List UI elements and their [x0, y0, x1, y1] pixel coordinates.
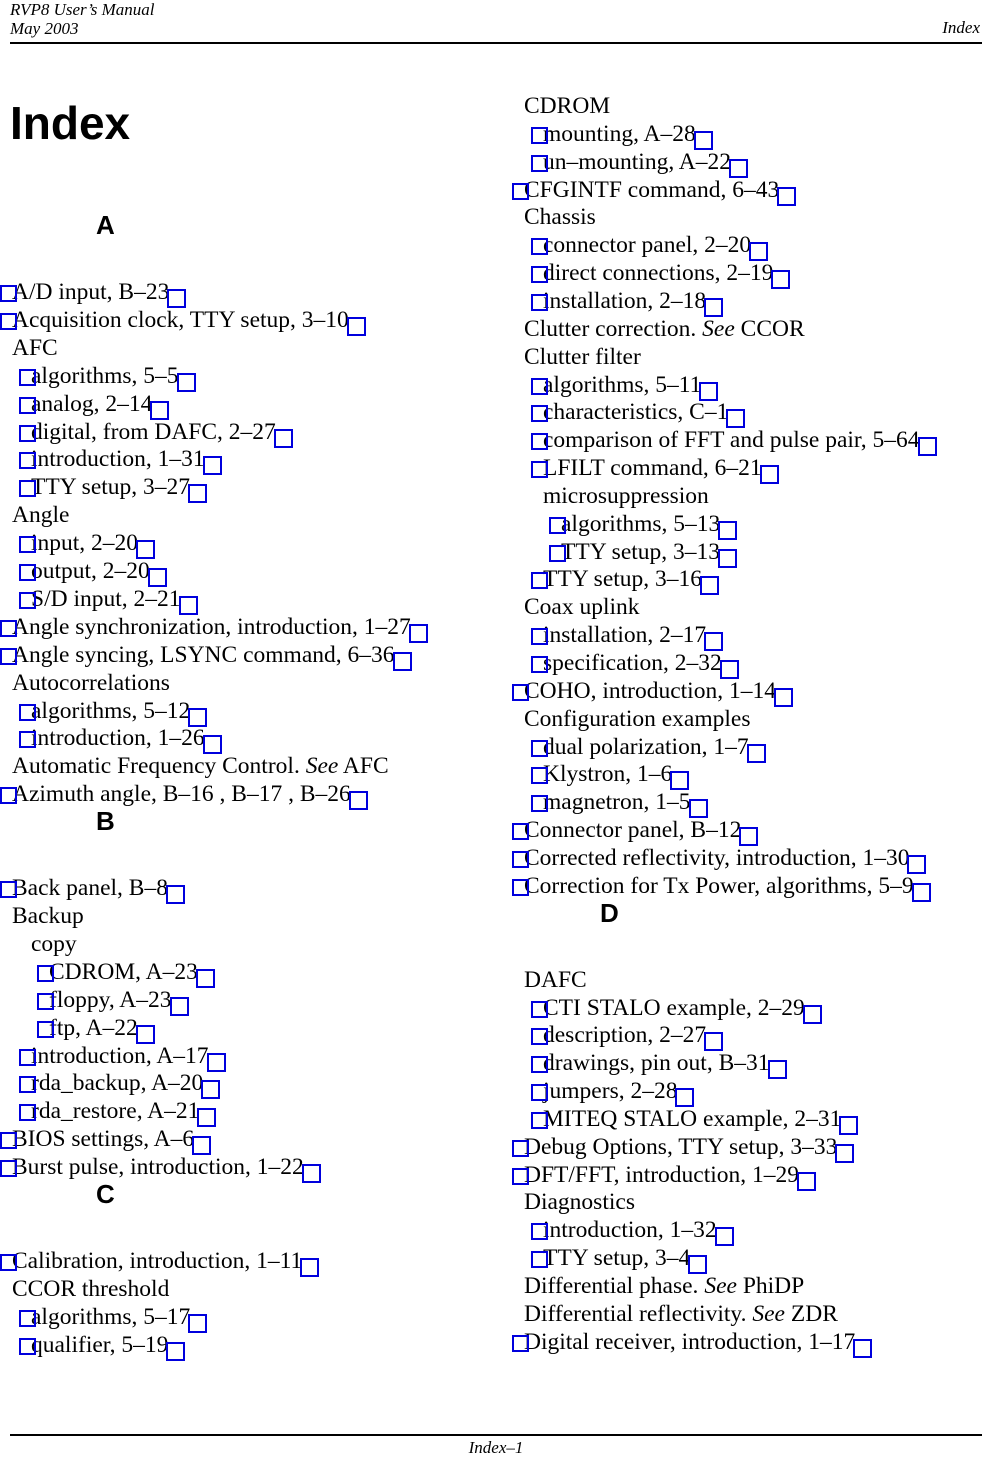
see-reference-target: AFC	[342, 753, 389, 780]
link-marker-start[interactable]	[0, 285, 17, 302]
index-entry-text: Acquisition clock, TTY setup, 3–10	[12, 306, 349, 333]
index-entry	[524, 203, 596, 231]
index-entry-text: Autocorrelations	[12, 669, 170, 696]
index-entry-text: Klystron, 1–6	[543, 761, 673, 788]
index-entry	[12, 930, 77, 958]
index-entry-text: introduction, 1–26	[31, 725, 205, 752]
index-entry-text: installation, 2–17	[543, 622, 707, 649]
link-marker-start[interactable]	[19, 536, 36, 553]
index-entry-text: Diagnostics	[524, 1189, 635, 1216]
link-marker-start[interactable]	[531, 572, 548, 589]
link-marker-start[interactable]	[531, 740, 548, 757]
index-entry-text: introduction, 1–31	[31, 446, 205, 473]
index-entry-text: Differential reflectivity.	[524, 1300, 747, 1327]
index-entry-text: microsuppression	[543, 482, 709, 509]
header-section: Index	[942, 18, 980, 37]
index-entry-text: Angle synchronization, introduction, 1–27	[12, 613, 411, 640]
see-reference-label: See	[305, 753, 339, 780]
index-entry[interactable]	[524, 287, 706, 315]
index-entry-text: description, 2–27	[543, 1022, 707, 1049]
index-entry[interactable]	[12, 362, 179, 390]
link-marker-start[interactable]	[549, 517, 566, 534]
link-marker-end[interactable]	[760, 465, 779, 484]
index-entry[interactable]	[12, 874, 168, 902]
index-entry[interactable]	[524, 565, 702, 593]
link-marker-end[interactable]	[393, 652, 412, 671]
link-marker-start[interactable]	[531, 405, 548, 422]
index-entry[interactable]	[524, 538, 720, 566]
link-marker-start[interactable]	[531, 1001, 548, 1018]
index-entry-text: Burst pulse, introduction, 1–22	[12, 1154, 304, 1181]
index-entry	[524, 1188, 635, 1216]
link-marker-start[interactable]	[531, 238, 548, 255]
index-entry-text: A/D input, B–23	[12, 279, 170, 305]
link-marker-start[interactable]	[19, 704, 36, 721]
link-marker-end[interactable]	[797, 1172, 816, 1191]
link-marker-start[interactable]	[531, 127, 548, 144]
see-reference-target: CCOR	[740, 315, 805, 342]
link-marker-start[interactable]	[531, 433, 548, 450]
index-entry	[524, 343, 641, 371]
link-marker-end[interactable]	[409, 624, 428, 643]
index-entry-text: TTY setup, 3–27	[31, 474, 191, 501]
link-marker-end[interactable]	[912, 883, 931, 902]
index-entry[interactable]	[12, 697, 190, 725]
index-entry-text: Angle	[12, 502, 70, 529]
link-marker-end[interactable]	[853, 1339, 872, 1358]
index-entry[interactable]	[524, 1049, 770, 1077]
index-entry[interactable]	[12, 557, 150, 585]
link-marker-end[interactable]	[768, 1060, 787, 1079]
index-entry-text: Automatic Frequency Control.	[12, 753, 300, 780]
index-entry[interactable]	[12, 278, 169, 306]
index-entry-text: DAFC	[524, 966, 587, 993]
link-marker-start[interactable]	[531, 294, 548, 311]
index-entry[interactable]	[524, 176, 779, 204]
index-entry-text: DFT/FFT, introduction, 1–29	[524, 1161, 800, 1188]
index-entry-text: algorithms, 5–5	[31, 362, 179, 389]
index-entry[interactable]	[12, 1331, 168, 1359]
index-entry[interactable]	[524, 1133, 837, 1161]
index-entry[interactable]	[524, 872, 914, 900]
link-marker-start[interactable]	[19, 1310, 36, 1327]
index-entry-text: output, 2–20	[31, 558, 150, 584]
manual-title: RVP8 User’s Manual	[10, 0, 155, 19]
index-entry[interactable]	[12, 418, 276, 446]
index-entry-text: jumpers, 2–28	[543, 1078, 678, 1105]
index-entry[interactable]	[12, 1069, 203, 1097]
index-entry	[524, 1272, 804, 1300]
index-entry-text: drawings, pin out, B–31	[543, 1050, 770, 1077]
index-entry-text: comparison of FFT and pulse pair, 5–64	[543, 427, 920, 454]
link-marker-end[interactable]	[188, 484, 207, 503]
link-marker-start[interactable]	[0, 648, 17, 665]
index-entry-text: Calibration, introduction, 1–11	[12, 1248, 303, 1274]
index-entry-text: algorithms, 5–13	[561, 510, 721, 537]
link-marker-end[interactable]	[166, 1342, 185, 1361]
index-entry[interactable]	[12, 1125, 194, 1153]
index-entry-text: BIOS settings, A–6	[12, 1126, 195, 1153]
link-marker-end[interactable]	[201, 1080, 220, 1099]
index-entry[interactable]	[524, 1021, 706, 1049]
link-marker-end[interactable]	[718, 521, 737, 540]
index-entry	[524, 1300, 838, 1328]
index-entry-text: connector panel, 2–20	[543, 232, 752, 259]
index-entry[interactable]	[12, 529, 138, 557]
index-entry[interactable]	[524, 1161, 799, 1189]
index-entry-text: Digital receiver, introduction, 1–17	[524, 1328, 856, 1355]
index-entry-text: Clutter correction.	[524, 315, 697, 342]
index-entry-text: Debug Options, TTY setup, 3–33	[524, 1133, 838, 1160]
link-marker-start[interactable]	[512, 1168, 529, 1185]
page-title: Index	[10, 97, 131, 149]
link-marker-start[interactable]	[531, 266, 548, 283]
see-reference-label: See	[704, 1273, 737, 1299]
link-marker-end[interactable]	[803, 1005, 822, 1024]
see-reference-target: PhiDP	[742, 1273, 805, 1299]
index-entry-text: specification, 2–32	[543, 650, 722, 676]
index-entry[interactable]	[524, 454, 762, 482]
link-marker-start[interactable]	[531, 1251, 548, 1268]
link-marker-start[interactable]	[19, 1104, 36, 1121]
index-entry-text: AFC	[12, 334, 58, 361]
index-entry[interactable]	[12, 1247, 302, 1275]
link-marker-end[interactable]	[274, 429, 293, 448]
index-entry-text: Azimuth angle, B–16 , B–17 , B–26	[12, 781, 351, 808]
index-entry	[12, 334, 58, 362]
index-entry[interactable]	[12, 613, 411, 641]
link-marker-start[interactable]	[512, 823, 529, 840]
index-entry[interactable]	[12, 445, 205, 473]
link-marker-start[interactable]	[0, 1254, 17, 1271]
manual-date: May 2003	[10, 19, 79, 38]
index-entry[interactable]	[12, 390, 152, 418]
link-marker-start[interactable]	[0, 313, 17, 330]
index-entry	[524, 92, 610, 120]
index-entry[interactable]	[524, 760, 672, 788]
index-entry-text: MITEQ STALO example, 2–31	[543, 1105, 842, 1132]
index-entry	[524, 705, 750, 733]
link-marker-start[interactable]	[19, 397, 36, 414]
index-entry[interactable]	[12, 1097, 199, 1125]
index-entry-text: TTY setup, 3–13	[561, 538, 721, 565]
index-entry[interactable]	[524, 994, 805, 1022]
index-entry-text: Angle syncing, LSYNC command, 6–36	[12, 641, 395, 668]
index-entry[interactable]	[524, 1244, 690, 1272]
index-entry-text: installation, 2–18	[543, 287, 707, 314]
link-marker-start[interactable]	[19, 564, 36, 581]
index-entry-text: introduction, 1–32	[543, 1217, 717, 1244]
index-entry-text: magnetron, 1–5	[543, 789, 691, 816]
index-entry-text: algorithms, 5–12	[31, 697, 191, 724]
index-entry[interactable]	[12, 1303, 190, 1331]
link-marker-start[interactable]	[512, 684, 529, 701]
link-marker-start[interactable]	[531, 628, 548, 645]
index-entry[interactable]	[12, 1153, 304, 1181]
see-reference-label: See	[702, 315, 735, 342]
link-marker-start[interactable]	[512, 879, 529, 896]
link-marker-end[interactable]	[774, 688, 793, 707]
index-entry-text: COHO, introduction, 1–14	[524, 677, 776, 704]
index-entry[interactable]	[524, 426, 920, 454]
link-marker-end[interactable]	[197, 1108, 216, 1127]
link-marker-start[interactable]	[531, 1223, 548, 1240]
link-marker-start[interactable]	[531, 1112, 548, 1129]
link-marker-end[interactable]	[188, 1314, 207, 1333]
index-entry[interactable]	[524, 1105, 841, 1133]
link-marker-end[interactable]	[177, 373, 196, 392]
index-entry-text: un–mounting, A–22	[543, 148, 732, 175]
link-marker-start[interactable]	[531, 767, 548, 784]
index-entry-text: TTY setup, 3–4	[543, 1245, 691, 1272]
section-letter-c: C	[96, 1179, 115, 1209]
index-entry[interactable]	[524, 120, 696, 148]
link-marker-end[interactable]	[300, 1258, 319, 1277]
link-marker-start[interactable]	[512, 183, 529, 200]
index-entry[interactable]	[524, 259, 773, 287]
link-marker-start[interactable]	[531, 155, 548, 172]
index-entry[interactable]	[524, 1328, 855, 1356]
link-marker-start[interactable]	[531, 378, 548, 395]
index-entry	[12, 752, 389, 780]
link-marker-end[interactable]	[747, 744, 766, 763]
link-marker-end[interactable]	[835, 1144, 854, 1163]
index-entry-text: rda_backup, A–20	[31, 1070, 204, 1097]
index-entry-text: Back panel, B–8	[12, 875, 168, 902]
index-entry-text: S/D input, 2–21	[31, 585, 181, 612]
index-entry-text: CCOR threshold	[12, 1275, 170, 1302]
index-entry	[12, 669, 170, 697]
index-entry-text: LFILT command, 6–21	[543, 455, 762, 482]
index-entry[interactable]	[524, 1216, 717, 1244]
index-entry-text: floppy, A–23	[49, 986, 172, 1013]
index-entry-text: algorithms, 5–17	[31, 1303, 191, 1330]
link-marker-end[interactable]	[771, 270, 790, 289]
section-letter-a: A	[96, 210, 115, 240]
index-entry-text: CFGINTF command, 6–43	[524, 176, 780, 203]
index-entry	[524, 966, 587, 994]
index-entry[interactable]	[12, 986, 172, 1014]
link-marker-start[interactable]	[0, 881, 17, 898]
index-entry[interactable]	[12, 1014, 138, 1042]
page-footer	[10, 1434, 982, 1457]
index-entry	[524, 315, 805, 343]
link-marker-end[interactable]	[203, 456, 222, 475]
link-marker-start[interactable]	[19, 592, 36, 609]
link-marker-end[interactable]	[196, 969, 215, 988]
page-header	[10, 0, 982, 44]
link-marker-start[interactable]	[19, 425, 36, 442]
link-marker-end[interactable]	[347, 317, 366, 336]
index-entry[interactable]	[12, 1042, 209, 1070]
index-entry-text: Clutter filter	[524, 343, 641, 370]
link-marker-start[interactable]	[0, 1132, 17, 1149]
link-marker-end[interactable]	[918, 437, 937, 456]
index-entry[interactable]	[12, 958, 198, 986]
section-letter-d: D	[600, 897, 619, 928]
see-reference-label: See	[752, 1300, 785, 1327]
link-marker-end[interactable]	[715, 1227, 734, 1246]
link-marker-start[interactable]	[531, 1084, 548, 1101]
link-marker-start[interactable]	[19, 480, 36, 497]
index-entry[interactable]	[12, 780, 351, 808]
link-marker-end[interactable]	[349, 791, 368, 810]
section-letter-b: B	[96, 806, 115, 837]
link-marker-start[interactable]	[531, 1028, 548, 1045]
index-entry[interactable]	[12, 724, 205, 752]
index-entry-text: Connector panel, B–12	[524, 817, 742, 844]
index-entry[interactable]	[524, 510, 720, 538]
index-entry[interactable]	[12, 306, 349, 334]
index-entry[interactable]	[12, 473, 190, 501]
index-entry-text: Backup	[12, 903, 84, 929]
link-marker-start[interactable]	[19, 731, 36, 748]
index-entry	[12, 1275, 169, 1303]
index-entry-text: algorithms, 5–11	[543, 371, 702, 398]
link-marker-start[interactable]	[37, 993, 54, 1010]
index-entry-text: TTY setup, 3–16	[543, 566, 703, 593]
index-entry-text: Coax uplink	[524, 594, 640, 621]
index-entry[interactable]	[12, 641, 395, 669]
index-entry[interactable]	[524, 816, 741, 844]
index-entry[interactable]	[524, 649, 722, 677]
index-entry-text: digital, from DAFC, 2–27	[31, 418, 276, 445]
link-marker-start[interactable]	[37, 965, 54, 982]
link-marker-start[interactable]	[0, 787, 17, 804]
link-marker-end[interactable]	[777, 187, 796, 206]
index-entry-text: input, 2–20	[31, 530, 139, 557]
link-marker-start[interactable]	[549, 545, 566, 562]
link-marker-start[interactable]	[531, 656, 548, 673]
link-marker-start[interactable]	[512, 1335, 529, 1352]
index-entry-text: CDROM, A–23	[49, 958, 198, 985]
link-marker-end[interactable]	[166, 885, 185, 904]
index-entry-text: Chassis	[524, 204, 596, 231]
link-marker-end[interactable]	[302, 1164, 321, 1183]
index-entry-text: introduction, A–17	[31, 1042, 209, 1069]
index-entry-text: Corrected reflectivity, introduction, 1–30	[524, 844, 910, 871]
index-entry-text: rda_restore, A–21	[31, 1098, 200, 1125]
index-entry-text: Correction for Tx Power, algorithms, 5–9	[524, 872, 914, 899]
index-entry-text: Configuration examples	[524, 705, 751, 732]
link-marker-start[interactable]	[512, 851, 529, 868]
link-marker-start[interactable]	[531, 795, 548, 812]
index-entry-text: mounting, A–28	[543, 120, 696, 147]
index-entry-text: analog, 2–14	[31, 390, 153, 417]
index-entry-text: CTI STALO example, 2–29	[543, 994, 805, 1021]
link-marker-start[interactable]	[19, 1049, 36, 1066]
index-entry[interactable]	[524, 371, 701, 399]
see-reference-target: ZDR	[790, 1300, 838, 1327]
header-left	[10, 0, 155, 38]
index-entry[interactable]	[524, 621, 706, 649]
link-marker-start[interactable]	[0, 620, 17, 637]
link-marker-start[interactable]	[19, 369, 36, 386]
index-entry[interactable]	[524, 733, 749, 761]
index-entry	[524, 482, 709, 510]
link-marker-end[interactable]	[718, 549, 737, 568]
index-entry[interactable]	[524, 1077, 677, 1105]
link-marker-end[interactable]	[700, 576, 719, 595]
link-marker-start[interactable]	[19, 1076, 36, 1093]
index-entry-text: characteristics, C–1	[543, 399, 729, 426]
index-entry-text: Differential phase.	[524, 1273, 699, 1299]
link-marker-start[interactable]	[531, 1056, 548, 1073]
index-entry-text: ftp, A–22	[49, 1014, 138, 1041]
link-marker-start[interactable]	[512, 1140, 529, 1157]
link-marker-start[interactable]	[37, 1021, 54, 1038]
index-entry	[524, 593, 640, 621]
index-entry[interactable]	[524, 844, 909, 872]
index-entry-text: qualifier, 5–19	[31, 1331, 169, 1358]
page-number: Index–1	[468, 1438, 524, 1457]
index-entry[interactable]	[524, 231, 751, 259]
link-marker-start[interactable]	[19, 1338, 36, 1355]
index-entry	[12, 501, 69, 529]
index-entry[interactable]	[524, 677, 776, 705]
index-entry	[12, 902, 84, 930]
index-entry-text: CDROM	[524, 93, 611, 119]
link-marker-end[interactable]	[170, 997, 189, 1016]
link-marker-start[interactable]	[19, 452, 36, 469]
index-entry[interactable]	[12, 585, 181, 613]
index-entry-text: direct connections, 2–19	[543, 260, 774, 287]
link-marker-end[interactable]	[839, 1116, 858, 1135]
index-entry[interactable]	[524, 788, 691, 816]
link-marker-start[interactable]	[531, 461, 548, 478]
index-entry-text: copy	[31, 930, 77, 957]
index-entry[interactable]	[524, 148, 731, 176]
index-entry-text: dual polarization, 1–7	[543, 733, 749, 760]
link-marker-start[interactable]	[0, 1160, 17, 1177]
link-marker-end[interactable]	[207, 1053, 226, 1072]
index-entry[interactable]	[524, 398, 728, 426]
